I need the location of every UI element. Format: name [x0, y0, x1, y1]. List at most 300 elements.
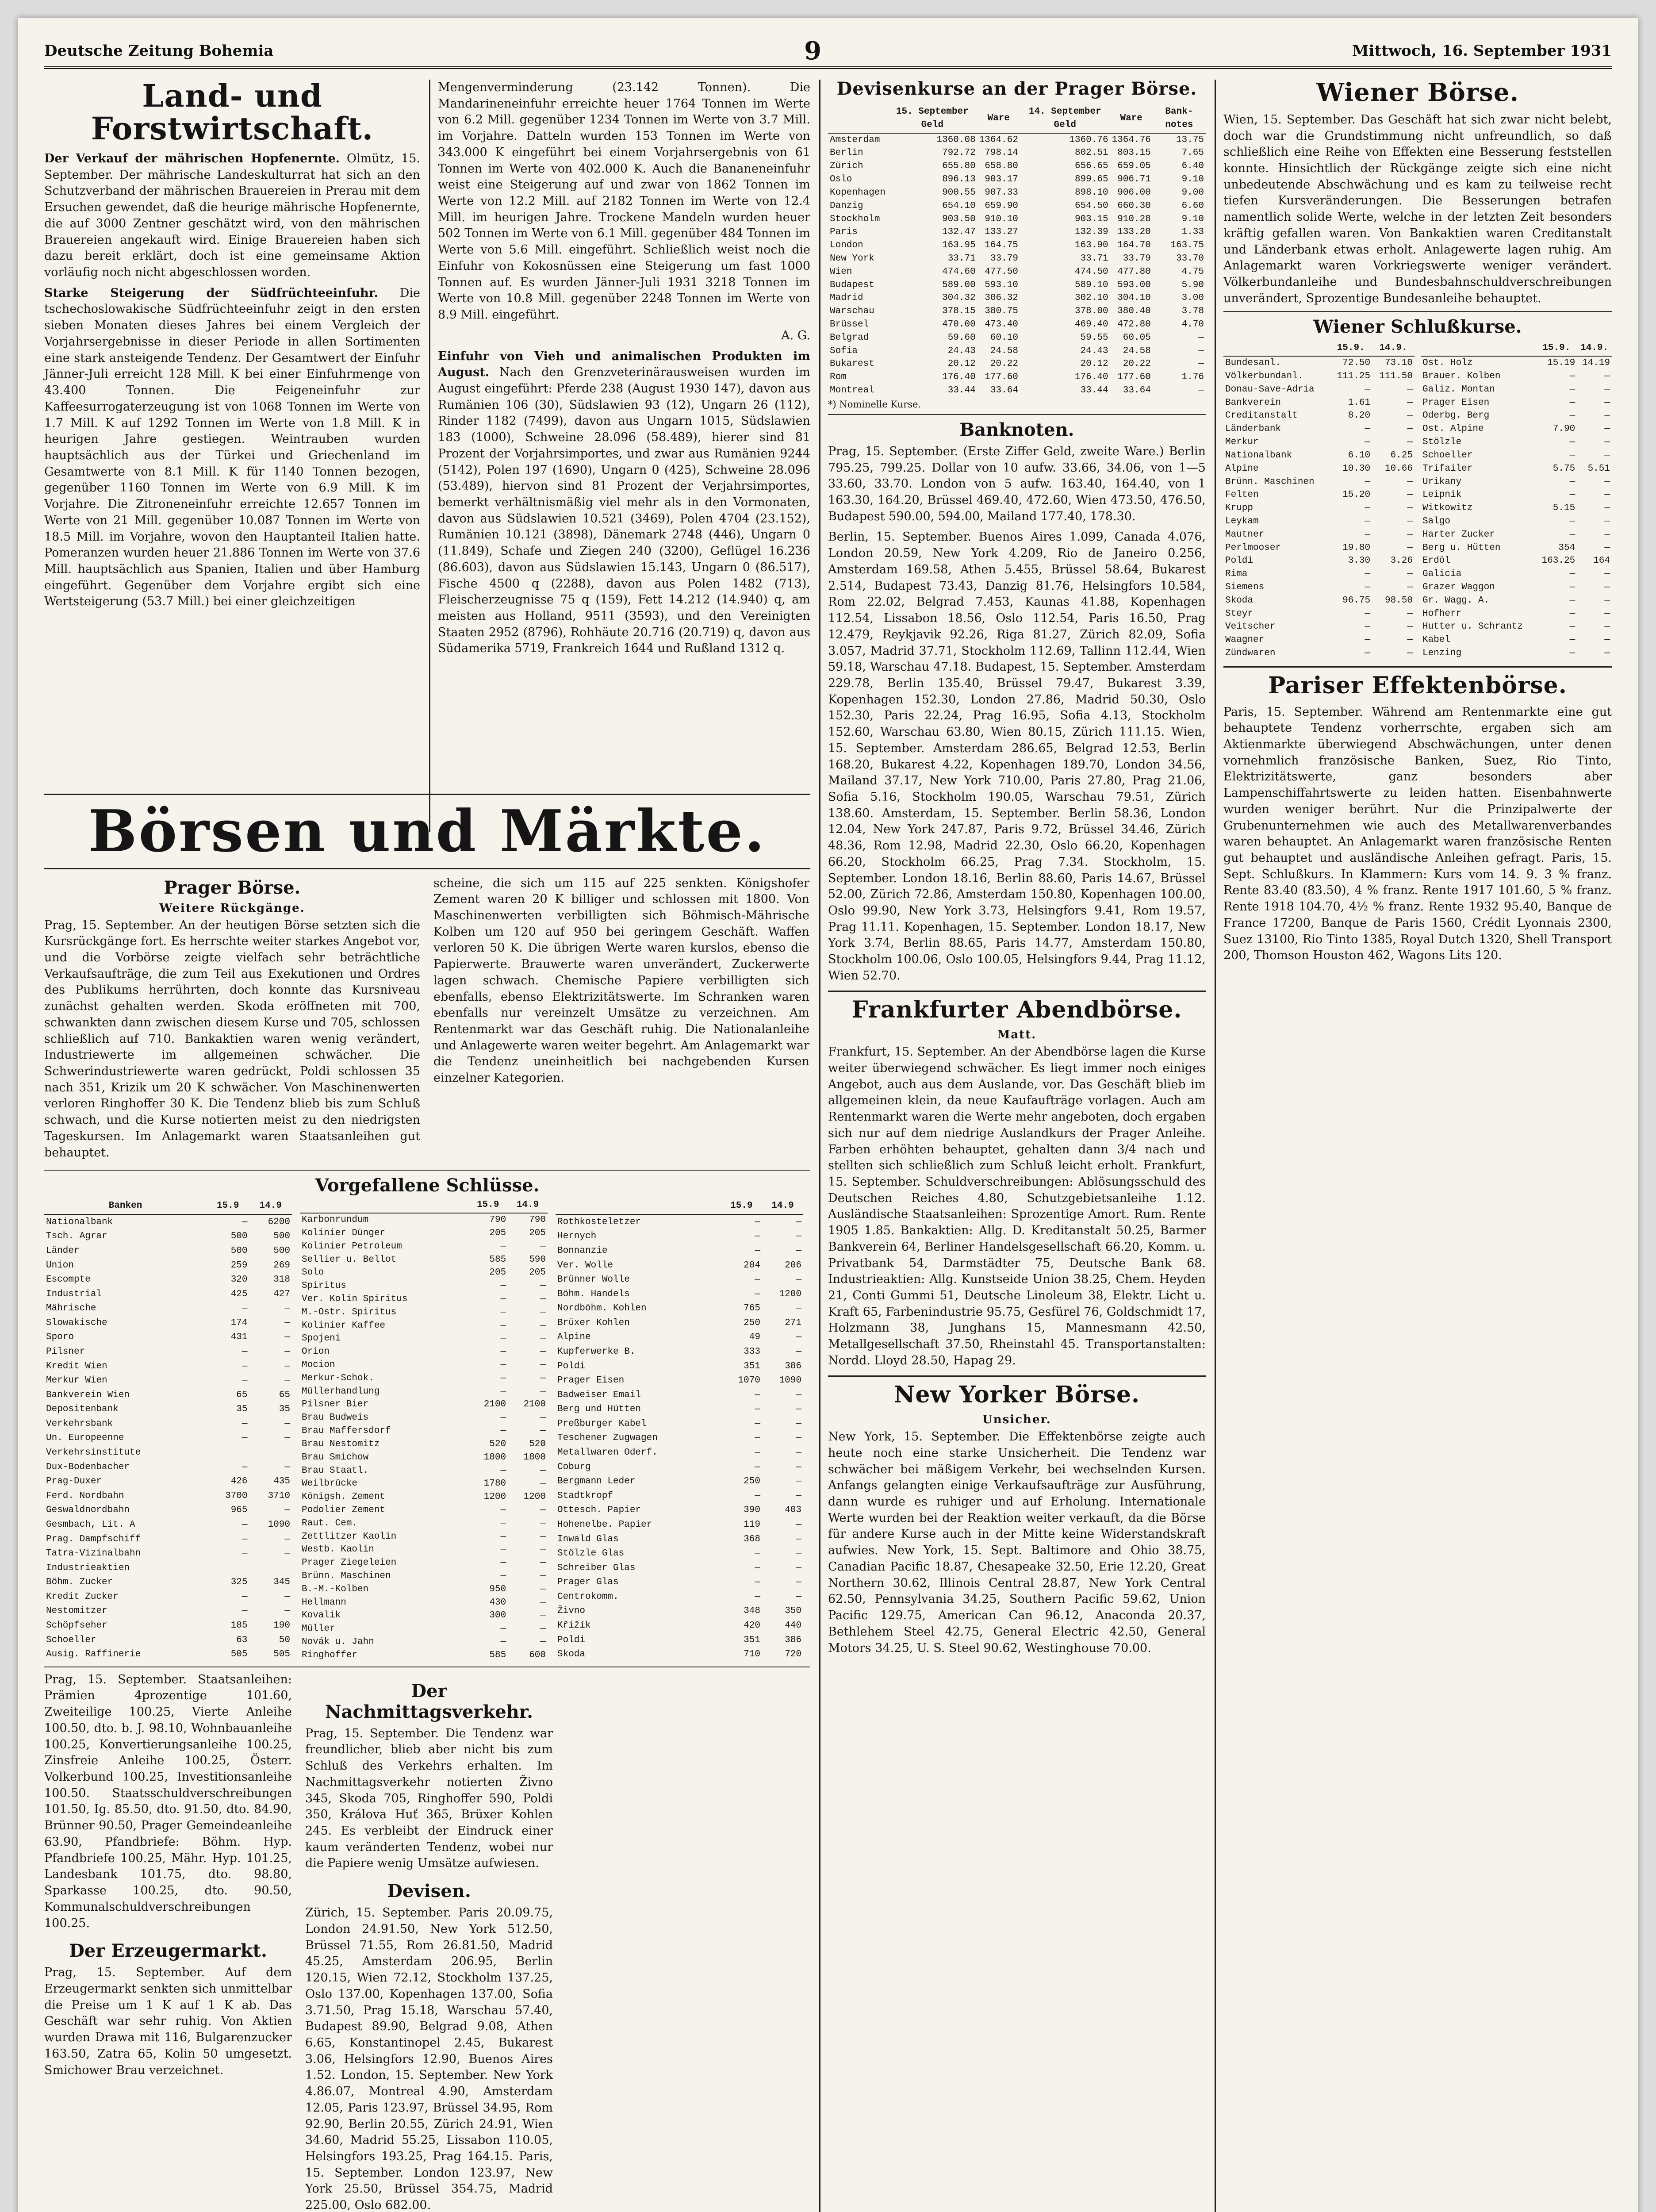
table-row [556, 1561, 803, 1575]
row-label: Karbonrundum [302, 1215, 369, 1225]
table-cell: 6.60 [1181, 200, 1204, 211]
table-header: 14.9. [1372, 341, 1414, 356]
table-cell: — [1365, 635, 1371, 645]
table-cell: — [1365, 424, 1371, 434]
table-cell: — [1407, 622, 1413, 632]
table-cell: — [1569, 450, 1576, 461]
table-cell: 163.90 [1074, 240, 1108, 251]
table-row [1223, 634, 1414, 647]
table-cell [249, 1446, 292, 1460]
subsection-title: Prager Börse. [164, 877, 301, 898]
table-row [1223, 568, 1414, 581]
table-row [300, 1583, 548, 1596]
table-row [300, 1477, 548, 1490]
column-rule [819, 80, 820, 2212]
table-cell: — [284, 1332, 290, 1343]
table-cell: 6.10 [1348, 450, 1371, 461]
table-cell: 1200 [779, 1289, 801, 1299]
article-lead: Einfuhr von Vieh und animalischen Produkten im August. [438, 349, 810, 380]
table-cell: — [1604, 516, 1610, 526]
table-cell: 380.75 [985, 306, 1018, 317]
table-cell: — [1365, 569, 1371, 580]
table-cell: 250 [744, 1476, 760, 1487]
table-row [44, 1619, 292, 1633]
table-row [1223, 620, 1414, 634]
row-label: M.-Ostr. Spiritus [302, 1307, 397, 1317]
article-text: Olmütz, 15. September. Der mährische Landeskulturrat hat sich an den Schutzverband der mährischen Brauereien in Prerau mit dem Ersuchen gewendet, daß die heurige mährische Hopfenernte, die auf 3000 Zentner geschätzt wird, von den mährischen Brauereien angekauft wird. Einige Brauereien haben sich dazu bereit erklärt, doch ist eine gemeinsame Aktion vorläufig noch nicht abgeschlossen worden. [44, 152, 420, 280]
table-row [300, 1240, 548, 1253]
table-cell: 177.60 [985, 372, 1018, 383]
land-section-col1 [44, 77, 420, 832]
row-label: Montreal [830, 385, 874, 396]
table-cell: — [1569, 411, 1576, 421]
table-cell: 7.65 [1181, 148, 1204, 158]
table-cell: — [1365, 648, 1371, 659]
table-cell: 176.40 [942, 372, 976, 383]
article-paragraph: Prag, 15. September. An der heutigen Börse setzten sich die Kursrückgänge fort. Es herrschte weiter starkes Angebot vor, und die Vorbörse zeigte vielfach sehr beträchtliche Verkaufsaufträge, die zum Teil aus Exekutionen und Ordres des Publikums herrührten, doch konnte das Kursniveau zunächst gehalten werden. Skoda eröffneten mit 700, schwankten dann zwischen diesem Kurse und 705, schlossen schließlich auf 710. Bankaktien waren wenig verändert, Industriewerte im allgemeinen schwächer. Die Schwerindustriewerte waren gedrückt, Poldi schlossen 35 nach 351, Krizik um 20 K schwächer. Von Maschinenwerten verloren Ringhoffer 30 K. Die Tendenz blieb bis zum Schluß schwach, und die Kurse notierten meist zu den niedrigsten Tageskursen. Im Anlagemarkt waren Staatsanleihen gut behauptet. [44, 918, 420, 1160]
table-cell: — [500, 1637, 506, 1647]
table-row [556, 1229, 803, 1244]
table-cell: — [540, 1479, 546, 1489]
table-cell: — [1407, 476, 1413, 487]
table-row [44, 1547, 292, 1561]
table-row [300, 1227, 548, 1240]
table-cell: 426 [230, 1476, 248, 1487]
table-row [44, 1518, 292, 1532]
table-cell: — [796, 1332, 801, 1343]
row-label: Un. Europeenne [46, 1433, 124, 1444]
table-cell: — [1569, 490, 1576, 500]
table-cell: — [1604, 542, 1610, 553]
table-cell: 24.58 [1123, 346, 1151, 356]
table-row [44, 1214, 292, 1229]
table-cell: 600 [529, 1650, 546, 1660]
table-cell: 24.58 [990, 346, 1018, 356]
table-cell: 304.10 [1117, 293, 1151, 303]
row-label: Raut. Cem. [302, 1518, 358, 1528]
table-cell: 6.25 [1390, 450, 1413, 461]
table-cell: 1.76 [1181, 372, 1204, 383]
table-cell: — [1569, 437, 1576, 448]
table-row [556, 1316, 803, 1330]
table-cell: — [796, 1548, 801, 1559]
nachmittag-col [305, 1672, 553, 2212]
row-label: Kolinier Petroleum [302, 1241, 402, 1252]
table-cell: 790 [489, 1215, 506, 1225]
table-cell: 9.10 [1181, 174, 1204, 185]
row-label: Leykam [1225, 516, 1259, 526]
article-paragraph: Prag, 15. September. Staatsanleihen: Prämien 4prozentige 101.60, Zweiteilige 100.25, Vierte Anleihe 100.50, dto. b. J. 98.10, Wohnbauanleihe 100.25, Konvertierungsanleihe 100.25, Zinsfreie Anleihe 100.25, Österr. Volkerbund 100.25, Investitionsanleihe 100.50. Staatsschuldverschreibungen 101.50, Ig. 85.50, dto. 91.50, dto. 84.90, Brünner 90.50, Prager Gemeindeanleihe 63.90, Pfandbriefe: Böhm. Hyp. Pfandbriefe 100.25, Mähr. Hyp. 101.25, Landesbank 101.75, dto. 98.80, Sparkasse 100.25, dto. 90.50, Kommunalschuldverschreibungen 100.25. [44, 1672, 292, 1930]
row-label: Harter Zucker [1422, 529, 1495, 540]
table-row [1421, 370, 1612, 383]
table-cell: — [1365, 608, 1371, 619]
row-label: Ausig. Raffinerie [46, 1649, 141, 1660]
table-cell: 910.28 [1117, 214, 1151, 224]
table-cell: 350 [785, 1606, 801, 1617]
table-cell: — [540, 1373, 546, 1383]
table-cell: — [500, 1373, 506, 1383]
table-cell: — [796, 1534, 801, 1544]
table-row [44, 1316, 292, 1330]
table-row [300, 1385, 548, 1398]
table-cell: 10.30 [1342, 463, 1371, 474]
table-cell: — [500, 1558, 506, 1568]
table-cell: — [540, 1518, 546, 1528]
table-cell: — [755, 1490, 760, 1501]
table-row [300, 1293, 548, 1306]
table-row [300, 1609, 548, 1622]
table-cell: — [540, 1320, 546, 1331]
table-cell: 7.90 [1552, 424, 1576, 434]
table-row [44, 1244, 292, 1259]
row-label: Nationalbank [1225, 450, 1292, 461]
row-label: New York [830, 253, 874, 264]
table-cell: — [242, 1361, 248, 1371]
row-label: Müllerhandlung [302, 1386, 380, 1397]
table-cell: — [1604, 503, 1610, 514]
row-label: Alpine [557, 1332, 591, 1343]
table-row [556, 1244, 803, 1259]
newspaper-name: Deutsche Zeitung Bohemia [44, 42, 274, 60]
row-label: Industrieaktien [46, 1563, 130, 1573]
table-cell: — [1604, 476, 1610, 487]
table-cell: 9.00 [1181, 187, 1204, 198]
table-row [44, 1229, 292, 1244]
row-label: Bankverein Wien [46, 1390, 130, 1400]
table-header [1421, 341, 1536, 356]
row-label: Živno [557, 1606, 586, 1617]
row-label: Gr. Wagg. A. [1422, 595, 1490, 606]
row-label: Poldi [557, 1361, 586, 1371]
table-cell: 59.60 [947, 332, 976, 343]
table-cell: — [500, 1281, 506, 1291]
divider [44, 868, 810, 869]
table-cell: 300 [489, 1610, 506, 1621]
row-label: Königsh. Zement [302, 1492, 386, 1502]
row-label: Křižík [557, 1620, 591, 1631]
table-cell: 10.66 [1384, 463, 1413, 474]
row-label: Weilbrücke [302, 1479, 358, 1489]
table-cell: — [1407, 397, 1413, 408]
table-row [300, 1372, 548, 1385]
row-label: Madrid [830, 293, 863, 303]
table-row [1421, 568, 1612, 581]
table-cell: — [1407, 635, 1413, 645]
table-cell: 1070 [738, 1375, 760, 1386]
table-cell: 655.80 [942, 161, 976, 172]
table-row [828, 133, 1206, 147]
table-cell: 477.50 [985, 266, 1018, 277]
table-cell: — [796, 1563, 801, 1573]
table-cell: 425 [230, 1289, 248, 1299]
table-row [300, 1425, 548, 1438]
table-header: Bank-notes [1153, 104, 1206, 133]
table-cell: 15.19 [1547, 358, 1576, 369]
table-cell: — [1365, 384, 1371, 395]
table-cell: — [540, 1597, 546, 1608]
table-row [1421, 594, 1612, 607]
table-row [44, 1374, 292, 1388]
table-cell: — [796, 1433, 801, 1444]
article-text: Nach den Grenzveterinärausweisen wurden im August eingeführt: Pferde 238 (August 1930 147), davon aus Rumänien 106 (30), Südslawien 93 (12), Ungarn 26 (112), Rinder 1182 (7499), davon aus Ungarn 1015, Südslawien 183 (1000), Schweine 28.096 (58.489), hierer sind 81 Prozent der Vorjahrsimportes, und zwar aus Rumänien 9244 (5142), Polen 197 (1690), Ungarn 0 (425), Schweine 28.096 (53.489), hiervon sind 81 Prozent der Verjahrsimportes, bemerkt verhältnismäßig viel mehr als in den Vormonaten, davon aus Südslawien 10.521 (3469), Polen 4704 (23.152), Rumänien 10.121 (3898), Dänemark 2748 (446), Ungarn 0 (11.849), Schafe und Ziegen 240 (3200), Geflügel 16.236 (86.603), davon aus Südslawien 15.143, Ungarn 0 (86.517), Fische 4500 q (2288), davon aus Polen 1482 (713), Fleischerzeugnisse 75 q (159), Fett 14.212 (14.940) q, am meisten aus Holland, 9511 (3593), und den Vereinigten Staaten 2952 (8796), Rohhäute 20.716 (20.719) q, davon aus Südamerika 5719, Frankreich 1644 und Rußland 1312 q. [438, 365, 810, 656]
table-cell: 1090 [268, 1519, 290, 1530]
row-label: Veitscher [1225, 622, 1276, 632]
wiener-schluss-table [1223, 341, 1414, 660]
row-label: Schoeller [1422, 450, 1473, 461]
table-row [828, 371, 1206, 384]
row-label: Escompte [46, 1275, 91, 1285]
row-label: Rima [1225, 569, 1248, 580]
table-cell: — [1407, 424, 1413, 434]
table-row [828, 279, 1206, 292]
table-row [300, 1253, 548, 1267]
table-row [1421, 449, 1612, 462]
table-cell: 378.00 [1074, 306, 1108, 317]
table-cell: 474.60 [942, 266, 976, 277]
table-row [828, 318, 1206, 331]
article-paragraph: Prag, 15. September. (Erste Ziffer Geld, zweite Ware.) Berlin 795.25, 799.25. Dollar von 10 aufw. 33.66, 34.06, von 1—5 33.60, 33.70. London von 5 aufw. 163.40, 164.40, von 1 163.30, 164.20, Brüssel 469.40, 472.60, Wien 473.50, 476.50, Budapest 590.00, 594.00, Mailand 177.40, 178.30. [828, 444, 1206, 523]
row-label: Spiritus [302, 1281, 346, 1291]
row-label: Hellmann [302, 1597, 346, 1608]
table-cell: — [500, 1544, 506, 1555]
table-row [1223, 422, 1414, 436]
table-cell: 903.15 [1074, 214, 1108, 224]
table-cell: — [796, 1476, 801, 1487]
row-label: Böhm. Handels [557, 1289, 630, 1299]
table-cell: 589.00 [942, 280, 976, 290]
table-row [1223, 409, 1414, 422]
section-title: Devisenkurse an der Prager Börse. [836, 78, 1197, 99]
article-text: Die tschechoslowakische Südfrüchteeinfuhr zeigt in den ersten sieben Monaten dieses Jahres bei einem Vergleich der Vorjahrsergebnisse in dieser Periode in allen Sortimenten eine stark ansteigende Tendenz. Der Gesamtwert der Einfuhr Jänner-Juli erreicht 128 Mill. K bei einer Einfuhrmenge von 43.400 Tonnen. Die Feigeneinfuhr zur Kaffeesurrogaterzeugung ist von 1068 Tonnen im Werte von 1.7 Mill. K auf 1292 Tonnen im Werte von 1.8 Mill. K in heurigen Jahre gestiegen. Weintrauben wurden hauptsächlich aus der Türkei und Griechenland im Gesamtwerte von 8.1 Mill. K für 1140 Tonnen bezogen, gegenüber 1160 Tonnen im Werte von 6.9 Mill. K im Vorjahre. Die Zitroneneinfuhr erreichte 12.657 Tonnen im Werte von 21 Mill. gegenüber 10.087 Tonnen im Werte von 18.5 Mill. im Vorjahre, wovon den Hauptanteil Italien hatte. Pomeranzen wurden heuer 21.886 Tonnen im Werte von 37.6 Mill. hauptsächlich aus Spanien, Italien und über Hamburg eingeführt. Gegenüber dem Vorjahre ergibt sich eine Wertsteigerung (53.7 Mill.) bei einer gleichzeitigen [44, 286, 420, 609]
table-header: 14. September Geld [1020, 104, 1110, 133]
table-cell: — [284, 1606, 290, 1617]
row-label: Brünn. Maschinen [302, 1571, 391, 1582]
table-row [828, 186, 1206, 200]
row-label: Skoda [557, 1649, 586, 1660]
table-cell: — [796, 1347, 801, 1357]
subsection-title: Wiener Schlußkurse. [1313, 316, 1522, 338]
table-cell: 900.55 [942, 187, 976, 198]
table-cell: — [1569, 622, 1576, 632]
article-paragraph: New York, 15. September. Die Effektenbörse zeigte auch heute noch eine starke Unsicherheit. Die Tendenz war schwächer bei mäßigem Verkehr, bei wechselnden Kursen. Anfangs gelangten einige Verkaufsaufträge zur Ausführung, dann wurde es ruhiger und auf Erholung. Internationale Werte wurden bei der Reaktion weiter verkauft, da die Börse für andere Kurse auch in der Mitte keine Widerstandskraft aufwies. New York, 15. Sept. Baltimore and Ohio 38.75, Canadian Pacific 18.87, Chesapeake 32.50, Erie 12.20, Great Northern 30.62, Illinois Central 28.87, New York Central 62.50, Pennsylvania 34.25, Southern Pacific 59.62, Union Pacific 129.75, American Can 96.12, Anaconda 20.37, Bethlehem Steel 42.75, General Electric 42.50, General Motors 34.25, U. S. Steel 90.62, Westinghouse 70.00. [828, 1430, 1206, 1655]
table-row [556, 1446, 803, 1460]
table-cell: — [284, 1303, 290, 1314]
table-cell: 5.90 [1181, 280, 1204, 290]
table-cell: 35 [236, 1404, 248, 1415]
table-cell: — [796, 1490, 801, 1501]
table-cell: 3.00 [1181, 293, 1204, 303]
table-row [556, 1518, 803, 1532]
table-cell: 33.44 [1080, 385, 1108, 396]
table-cell [207, 1561, 249, 1575]
table-cell: 470.00 [942, 319, 976, 330]
table-cell: 325 [230, 1577, 248, 1588]
row-label: Felten [1225, 490, 1259, 500]
table-cell: — [500, 1320, 506, 1331]
issue-date: Mittwoch, 16. September 1931 [1352, 42, 1612, 60]
article-lead: Starke Steigerung der Südfrüchteeinfuhr. [44, 286, 378, 300]
row-label: Berg u. Hütten [1422, 542, 1501, 553]
table-row [1421, 488, 1612, 502]
table-cell: 790 [529, 1215, 546, 1225]
table-cell: 5.75 [1552, 463, 1576, 474]
table-cell: 659.90 [985, 200, 1018, 211]
table-row [556, 1402, 803, 1417]
table-cell: — [242, 1591, 248, 1602]
table-row [1421, 647, 1612, 660]
section-title: Land- und Forstwirtschaft. [91, 77, 374, 147]
row-label: Brau Maffersdorf [302, 1426, 391, 1436]
article-lead: Der Verkauf der mährischen Hopfenernte. [44, 152, 340, 165]
table-cell: 174 [230, 1317, 248, 1328]
row-label: Poldi [1225, 556, 1254, 566]
divider [1223, 666, 1612, 668]
article-paragraph: Paris, 15. September. Während am Rentenmarkte eine gut behauptete Tendenz vorherrschte, ergaben sich am Aktienmarkte überwiegend Abschwächungen, unter denen vornehmlich französische Banken, Suez, Rio Tinto, Elektrizitätswerte, ganz besonders aber Lampenschiffahrtswerte zu leiden hatten. Eisenbahnwerte wurden weniger berührt. Nur die Prinzipalwerte der Grubenunternehmen wie auch des Metallwarenverbandes waren behauptet. An Anlagemarkt waren französische Renten gut behauptet und ausländische Anleihen gefragt. Paris, 15. Sept. Schlußkurs. In Klammern: Kurs vom 14. 9. 3 % franz. Rente 83.40 (83.50), 4 % franz. Rente 1917 101.60, 5 % franz. Rente 1918 104.70, 4½ % franz. Rente 1932 95.40, Banque de France 17200, Banque de Paris 1560, Crédit Lyonnais 2300, Suez 13100, Rio Tinto 1385, Royal Dutch 1320, Shell Transport 200, Thomson Houston 462, Wagons Lits 120. [1223, 705, 1612, 963]
row-label: Stadtkropf [557, 1490, 613, 1501]
table-cell: 1780 [483, 1479, 506, 1489]
row-label: Sofia [830, 346, 858, 356]
table-row [1421, 620, 1612, 634]
row-label: Brünn. Maschinen [1225, 476, 1315, 487]
row-label: Kopenhagen [830, 187, 886, 198]
table-cell: 427 [273, 1289, 290, 1299]
table-cell: — [1407, 582, 1413, 593]
table-cell: 658.80 [985, 161, 1018, 172]
row-label: Bukarest [830, 359, 874, 369]
table-cell: 505 [230, 1649, 248, 1660]
table-row [828, 345, 1206, 358]
table-row [44, 1302, 292, 1316]
table-row [828, 160, 1206, 173]
table-row [1223, 515, 1414, 528]
article-paragraph [44, 285, 420, 610]
table-cell: — [755, 1289, 760, 1299]
table-cell: 50 [279, 1635, 290, 1645]
table-cell: — [284, 1375, 290, 1386]
section-title: Pariser Effektenbörse. [1268, 672, 1567, 699]
table-cell: 430 [489, 1597, 506, 1608]
table-cell: — [540, 1333, 546, 1344]
kicker: Unsicher. [982, 1413, 1051, 1427]
table-cell: 72.50 [1342, 358, 1371, 369]
divider [828, 414, 1206, 415]
table-row [300, 1398, 548, 1411]
table-cell: 133.20 [1117, 227, 1151, 238]
table-row [828, 265, 1206, 279]
row-label: Kolinier Kaffee [302, 1320, 386, 1331]
table-cell: 1200 [483, 1492, 506, 1502]
table-row [828, 226, 1206, 239]
table-row [556, 1374, 803, 1388]
table-cell: 33.44 [947, 385, 976, 396]
table-cell: 33.70 [1176, 253, 1204, 264]
table-row [1421, 409, 1612, 422]
table-header: 14.9 [762, 1198, 803, 1214]
table-row [1421, 383, 1612, 396]
page-header [44, 35, 1612, 69]
table-cell: — [284, 1505, 290, 1516]
table-cell: — [796, 1303, 801, 1314]
table-cell: 205 [489, 1267, 506, 1278]
table-cell: 896.13 [942, 174, 976, 185]
table-cell: — [796, 1245, 801, 1256]
table-row [556, 1388, 803, 1402]
row-label: Trifailer [1422, 463, 1473, 474]
row-label: Stockholm [830, 214, 880, 224]
column-rule [1215, 80, 1216, 2212]
table-cell: 15.20 [1342, 490, 1371, 500]
divider [1223, 311, 1612, 312]
table-row [44, 1273, 292, 1287]
table-cell: 6.40 [1181, 161, 1204, 172]
table-row [828, 331, 1206, 345]
table-row [44, 1417, 292, 1432]
table-cell: — [1569, 582, 1576, 593]
row-label: Länderbank [1225, 424, 1281, 434]
table-cell: 435 [273, 1476, 290, 1487]
table-cell: 950 [489, 1584, 506, 1594]
table-row [556, 1633, 803, 1647]
table-row [1421, 515, 1612, 528]
table-cell [207, 1446, 249, 1460]
table-cell: 710 [744, 1649, 760, 1660]
table-cell: — [1569, 371, 1576, 382]
row-label: Krupp [1225, 503, 1254, 514]
table-header [1223, 341, 1330, 356]
table-cell: 20.12 [1080, 359, 1108, 369]
table-row [828, 252, 1206, 265]
table-cell: — [540, 1571, 546, 1582]
table-cell: 1090 [779, 1375, 801, 1386]
table-cell: 306.32 [985, 293, 1018, 303]
row-label: Berg und Hütten [557, 1404, 641, 1415]
table-row [556, 1547, 803, 1561]
table-cell: — [796, 1231, 801, 1242]
section-title: Börsen und Märkte. [88, 797, 767, 865]
table-cell: 163.75 [1170, 240, 1204, 251]
table-row [1223, 528, 1414, 541]
table-cell: 505 [273, 1649, 290, 1660]
table-cell: 63 [236, 1635, 248, 1645]
row-label: Schreiber Glas [557, 1563, 636, 1573]
table-cell: — [1569, 635, 1576, 645]
table-cell: — [1407, 516, 1413, 526]
row-label: Mocion [302, 1360, 335, 1371]
table-cell: — [755, 1418, 760, 1429]
table-cell: 35 [279, 1404, 290, 1415]
row-label: Hutter u. Schrantz [1422, 622, 1523, 632]
subsection-title: Vorgefallene Schlüsse. [315, 1175, 540, 1196]
row-label: Donau-Save-Adria [1225, 384, 1315, 395]
table-cell: 3.78 [1181, 306, 1204, 317]
table-cell: — [1407, 569, 1413, 580]
table-cell: 403 [785, 1505, 801, 1516]
table-row [1223, 607, 1414, 621]
row-label: Mautner [1225, 529, 1265, 540]
prager-boerse-col [44, 876, 420, 1166]
table-cell: 431 [230, 1332, 248, 1343]
table-cell: — [1407, 648, 1413, 659]
row-label: London [830, 240, 863, 251]
table-cell: 132.39 [1074, 227, 1108, 238]
table-cell: 132.47 [942, 227, 976, 238]
table-row [44, 1359, 292, 1374]
row-label: Brau Budweis [302, 1413, 369, 1423]
table-cell: — [1604, 450, 1610, 461]
row-label: Prag. Dampfschiff [46, 1534, 141, 1544]
table-row [300, 1556, 548, 1570]
table-cell: — [242, 1217, 248, 1227]
